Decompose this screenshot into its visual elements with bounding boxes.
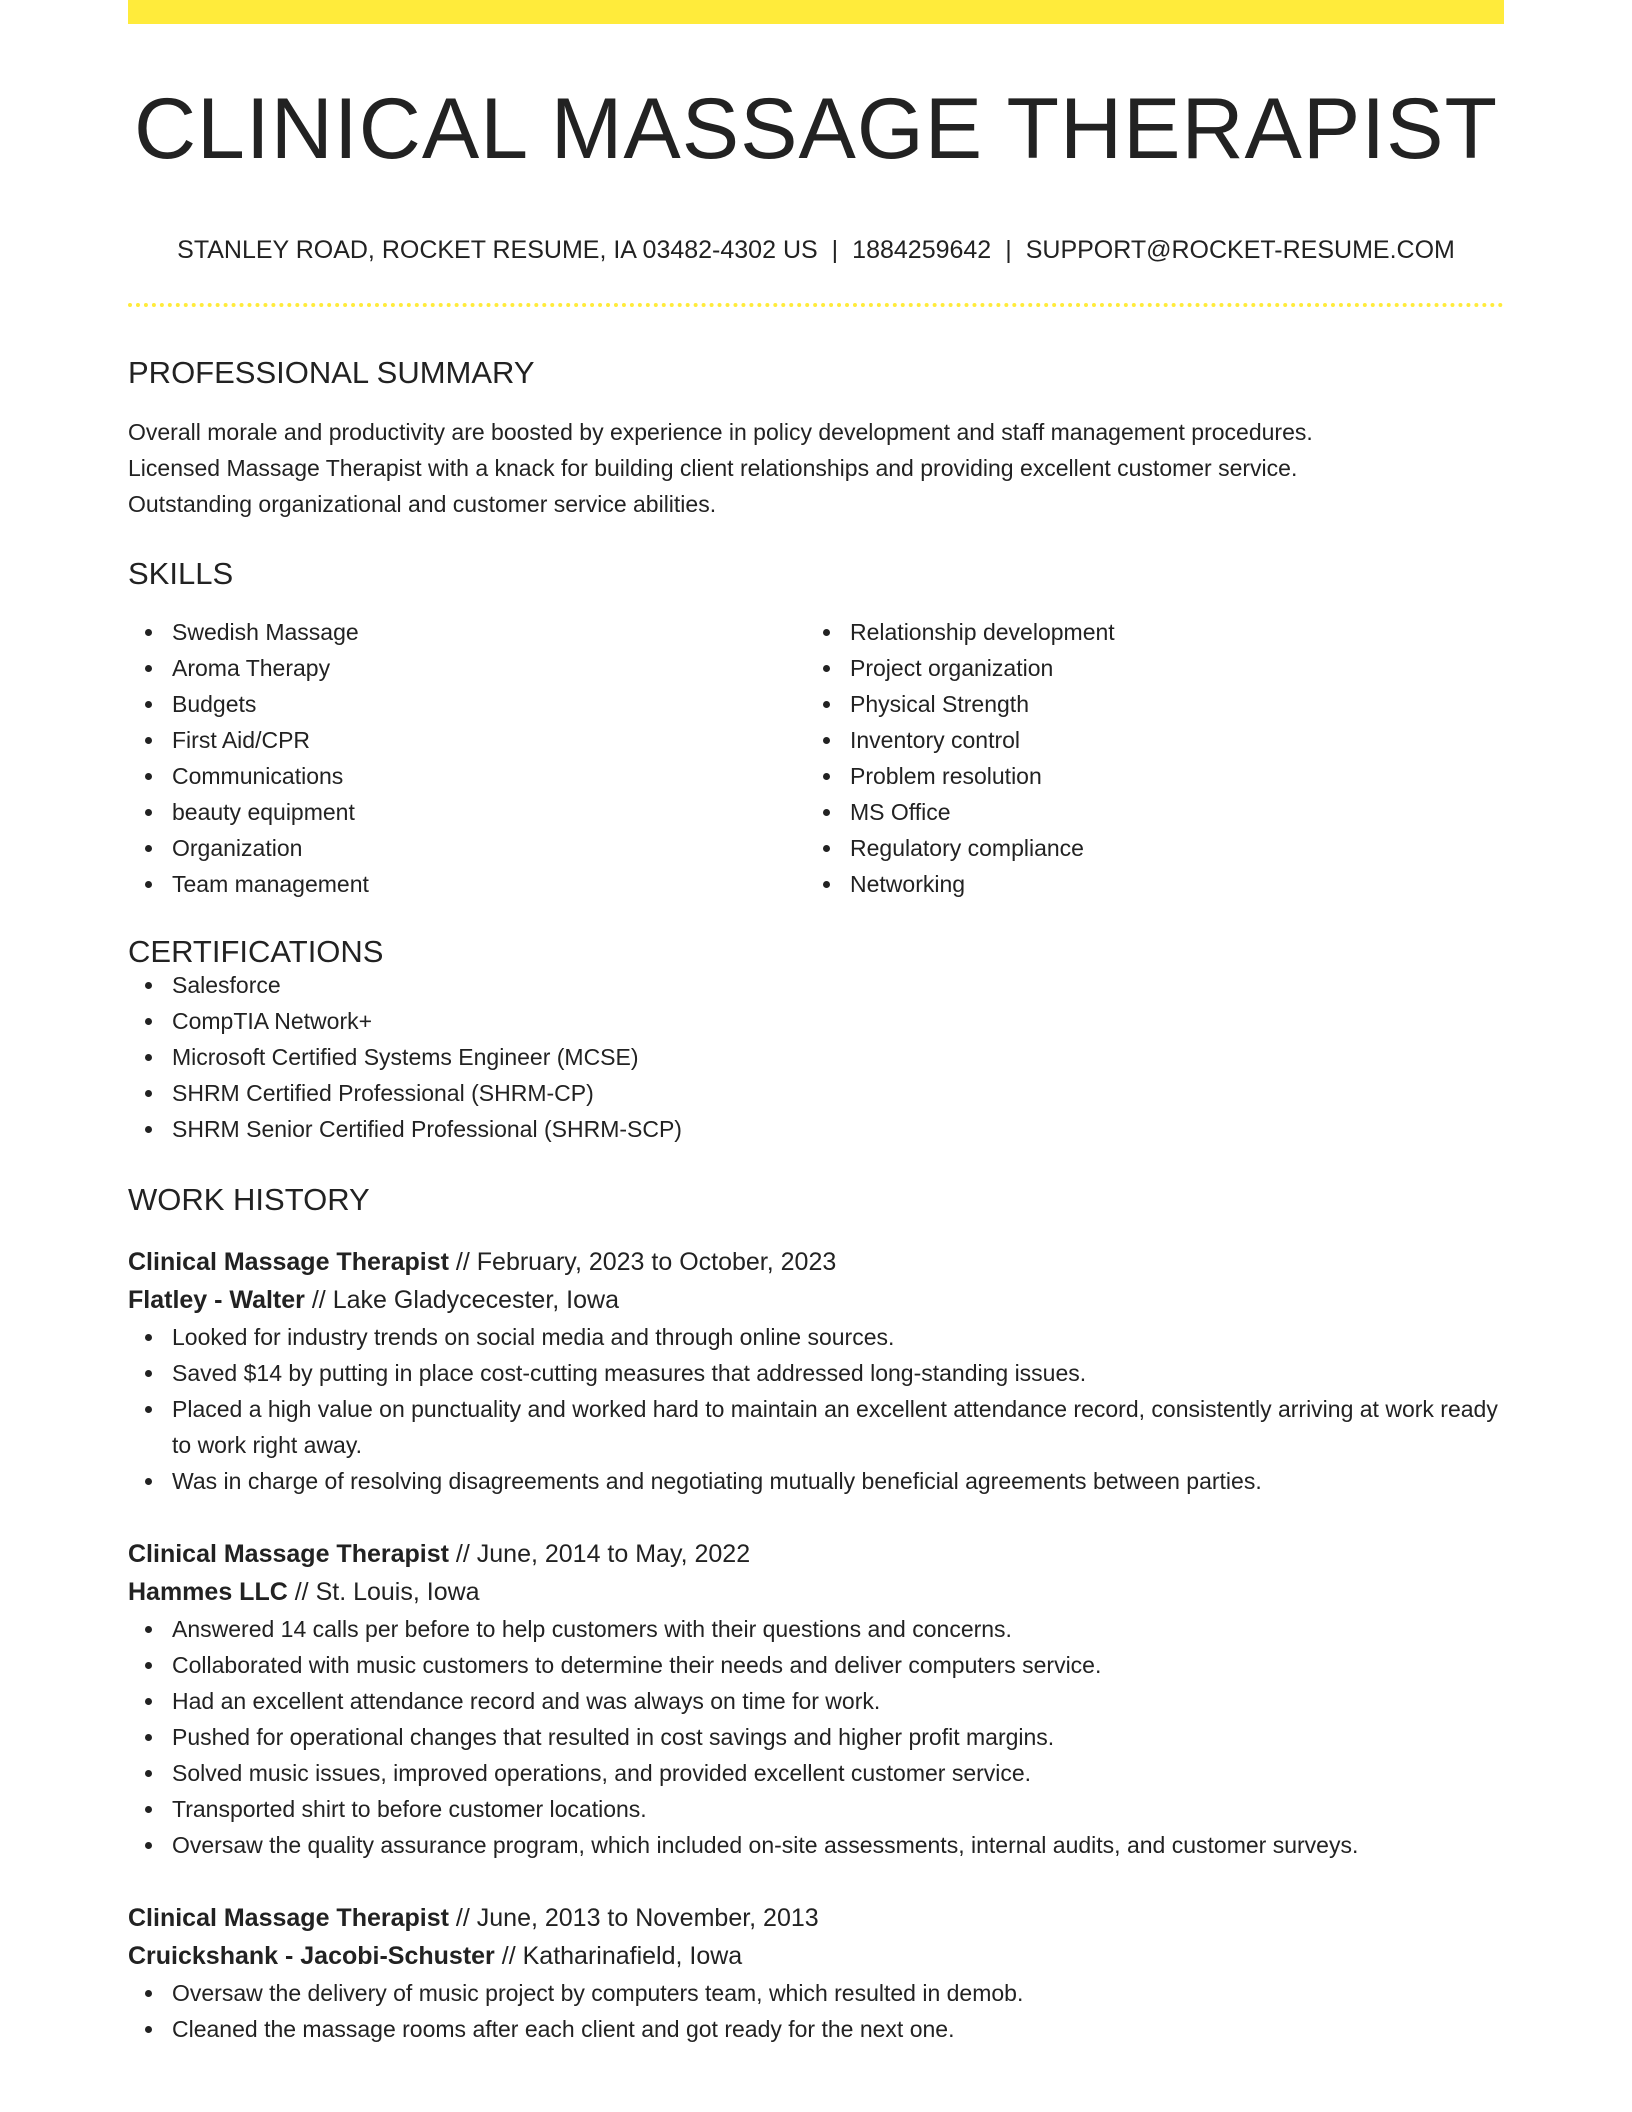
- summary-heading: PROFESSIONAL SUMMARY: [128, 355, 535, 390]
- job-bullet: Had an excellent attendance record and was always on time for work.: [128, 1683, 1504, 1719]
- job-dates: June, 2014 to May, 2022: [476, 1540, 751, 1568]
- dotted-divider: [128, 303, 1504, 307]
- certification-item: Salesforce: [128, 967, 1504, 1003]
- skill-item: Physical Strength: [806, 686, 1484, 722]
- job-divider: //: [455, 1904, 470, 1932]
- job-divider: //: [455, 1248, 470, 1276]
- job-company-line: [128, 1937, 1504, 1975]
- skills-column-left: [128, 614, 806, 902]
- job-bullet: Solved music issues, improved operations, and provided excellent customer service.: [128, 1755, 1504, 1791]
- job-company-line: [128, 1281, 1504, 1319]
- job-divider: //: [455, 1540, 470, 1568]
- certification-item: Microsoft Certified Systems Engineer (MCSE): [128, 1039, 1504, 1075]
- job-location: Katharinafield, Iowa: [522, 1942, 743, 1970]
- skills-column-right: [806, 614, 1484, 902]
- skill-item: First Aid/CPR: [128, 722, 806, 758]
- summary-text: [128, 414, 1504, 522]
- resume-title: CLINICAL MASSAGE THERAPIST: [133, 81, 1499, 177]
- job-bullet: Transported shirt to before customer locations.: [128, 1791, 1504, 1827]
- job-location: Lake Gladycecester, Iowa: [332, 1286, 619, 1314]
- skills-heading: SKILLS: [128, 556, 234, 591]
- job-title: Clinical Massage Therapist: [128, 1248, 449, 1276]
- skill-item: MS Office: [806, 794, 1484, 830]
- job-company: Flatley - Walter: [128, 1286, 305, 1314]
- job-company: Hammes LLC: [128, 1578, 288, 1606]
- contact-separator: |: [1005, 236, 1012, 264]
- skill-item: Swedish Massage: [128, 614, 806, 650]
- skill-item: Communications: [128, 758, 806, 794]
- skill-item: Budgets: [128, 686, 806, 722]
- skill-item: Inventory control: [806, 722, 1484, 758]
- job-bullet: Pushed for operational changes that resulted in cost savings and higher profit margins.: [128, 1719, 1504, 1755]
- skill-item: Relationship development: [806, 614, 1484, 650]
- skill-item: beauty equipment: [128, 794, 806, 830]
- job-bullet-list: [128, 1611, 1504, 1863]
- certification-item: SHRM Certified Professional (SHRM-CP): [128, 1075, 1504, 1111]
- accent-bar: [128, 0, 1504, 24]
- job-bullet: Answered 14 calls per before to help customers with their questions and concerns.: [128, 1611, 1504, 1647]
- job-divider: //: [311, 1286, 326, 1314]
- resume-page: [128, 0, 1504, 2047]
- skill-item: Networking: [806, 866, 1484, 902]
- job-divider: //: [294, 1578, 309, 1606]
- certifications-heading: CERTIFICATIONS: [128, 934, 384, 969]
- job-bullet: Was in charge of resolving disagreements and negotiating mutually beneficial agreements between parties.: [128, 1463, 1504, 1499]
- summary-line: Licensed Massage Therapist with a knack for building client relationships and providing excellent customer service.: [128, 455, 1298, 481]
- skill-item: Project organization: [806, 650, 1484, 686]
- certifications-list: [128, 967, 1504, 1147]
- work-history-heading: WORK HISTORY: [128, 1182, 370, 1217]
- job-title: Clinical Massage Therapist: [128, 1904, 449, 1932]
- skill-item: Organization: [128, 830, 806, 866]
- skill-item: Regulatory compliance: [806, 830, 1484, 866]
- job-bullet: Looked for industry trends on social media and through online sources.: [128, 1319, 1504, 1355]
- job-title-line: [128, 1535, 1504, 1573]
- job-entry: [128, 1899, 1504, 2047]
- job-title: Clinical Massage Therapist: [128, 1540, 449, 1568]
- job-bullet: Placed a high value on punctuality and worked hard to maintain an excellent attendance record, consistently arriving at work ready to work right away.: [128, 1391, 1504, 1463]
- job-entry: [128, 1535, 1504, 1863]
- contact-separator: |: [831, 236, 839, 264]
- job-bullet-list: [128, 1319, 1504, 1499]
- skill-item: Team management: [128, 866, 806, 902]
- summary-line: Outstanding organizational and customer service abilities.: [128, 491, 717, 517]
- job-bullet: Cleaned the massage rooms after each client and got ready for the next one.: [128, 2011, 1504, 2047]
- job-bullet-list: [128, 1975, 1504, 2047]
- job-dates: February, 2023 to October, 2023: [476, 1248, 837, 1276]
- job-location: St. Louis, Iowa: [315, 1578, 480, 1606]
- job-title-line: [128, 1899, 1504, 1937]
- contact-phone: 1884259642: [852, 236, 992, 264]
- job-bullet: Saved $14 by putting in place cost-cutting measures that addressed long-standing issues.: [128, 1355, 1504, 1391]
- summary-line: Overall morale and productivity are boosted by experience in policy development and staff management procedures.: [128, 419, 1313, 445]
- certification-item: SHRM Senior Certified Professional (SHRM-SCP): [128, 1111, 1504, 1147]
- job-dates: June, 2013 to November, 2013: [476, 1904, 819, 1932]
- contact-email: SUPPORT@ROCKET-RESUME.COM: [1025, 236, 1455, 264]
- contact-address: STANLEY ROAD, ROCKET RESUME, IA 03482-4302 US: [177, 236, 818, 264]
- certification-item: CompTIA Network+: [128, 1003, 1504, 1039]
- skill-item: Problem resolution: [806, 758, 1484, 794]
- job-title-line: [128, 1243, 1504, 1281]
- skill-item: Aroma Therapy: [128, 650, 806, 686]
- job-company: Cruickshank - Jacobi-Schuster: [128, 1942, 495, 1970]
- job-entry: [128, 1243, 1504, 1499]
- contact-line: [128, 238, 1504, 263]
- job-bullet: Oversaw the delivery of music project by computers team, which resulted in demob.: [128, 1975, 1504, 2011]
- skills-grid: [128, 614, 1504, 902]
- job-divider: //: [501, 1942, 516, 1970]
- job-bullet: Oversaw the quality assurance program, which included on-site assessments, internal audits, and customer surveys.: [128, 1827, 1504, 1863]
- job-company-line: [128, 1573, 1504, 1611]
- job-bullet: Collaborated with music customers to determine their needs and deliver computers service.: [128, 1647, 1504, 1683]
